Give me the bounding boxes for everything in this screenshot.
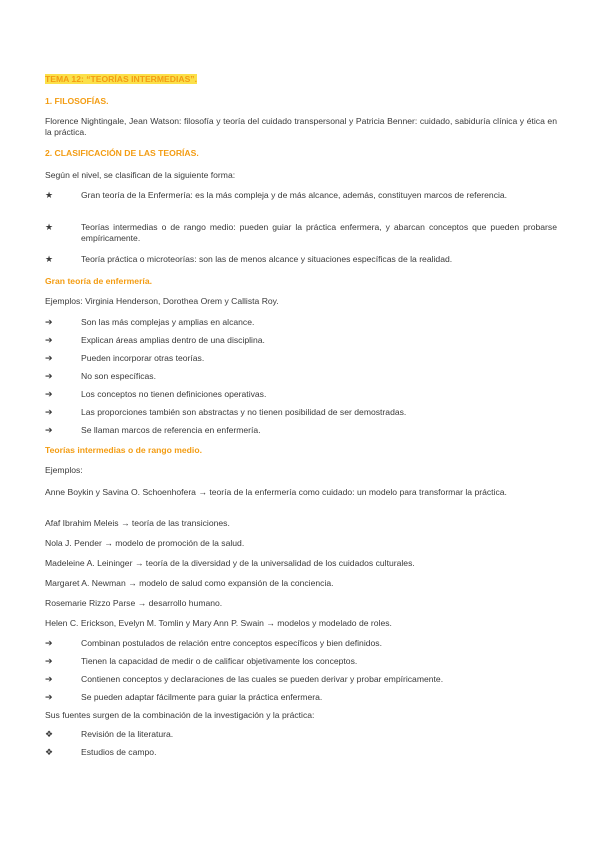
example-entry: Anne Boykin y Savina O. Schoenhofera → teoría de la enfermería como cuidado: un modelo para transformar la práctica. [45,487,507,497]
intermedias-item [45,638,557,649]
arrow-icon: ➔ [45,692,53,702]
gran-teoria-item [45,389,557,400]
gran-teoria-item [45,371,557,382]
source-item [45,729,557,740]
arrow-icon: ➔ [45,389,53,399]
intermedias-heading: Teorías intermedias o de rango medio. [45,445,202,455]
example-entry: Margaret A. Newman → modelo de salud como expansión de la conciencia. [45,578,334,588]
gran-teoria-item [45,407,557,418]
gran-teoria-item [45,335,557,346]
gran-teoria-item-text: Explican áreas amplias dentro de una disciplina. [81,335,265,345]
arrow-icon: ➔ [45,656,53,666]
gran-teoria-item [45,353,557,364]
section1-text: Florence Nightingale, Jean Watson: filosofía y teoría del cuidado transpersonal y Patricia Benner: cuidado, sabiduría clínica y ética en la práctica. [45,116,557,137]
intermedias-item [45,674,557,685]
arrow-icon: ➔ [45,638,53,648]
sources-intro: Sus fuentes surgen de la combinación de la investigación y la práctica: [45,710,315,720]
section2-heading: 2. CLASIFICACIÓN DE LAS TEORÍAS. [45,148,199,158]
intermedias-item [45,692,557,703]
section1-heading: 1. FILOSOFÍAS. [45,96,109,106]
gran-teoria-item-text: Los conceptos no tienen definiciones operativas. [81,389,267,399]
arrow-icon: ➔ [45,317,53,327]
arrow-icon: ➔ [45,335,53,345]
arrow-icon: ➔ [45,371,53,381]
gran-teoria-heading: Gran teoría de enfermería. [45,276,152,286]
intermedias-item-text: Se pueden adaptar fácilmente para guiar la práctica enfermera. [81,692,323,702]
arrow-icon: ➔ [45,674,53,684]
star-icon: ★ [45,190,54,200]
arrow-icon: ➔ [45,407,53,417]
example-entry: Madeleine A. Leininger → teoría de la diversidad y de la universalidad de los cuidados culturales. [45,558,415,568]
diamond-icon: ❖ [45,729,54,739]
gran-teoria-item-text: Se llaman marcos de referencia en enfermería. [81,425,261,435]
classification-item-text: Teoría práctica o microteorías: son las de menos alcance y situaciones específicas de la realidad. [81,254,453,264]
diamond-icon: ❖ [45,747,54,757]
gran-teoria-item [45,317,557,328]
intermedias-examples-label: Ejemplos: [45,465,83,475]
gran-teoria-item [45,425,557,436]
star-icon: ★ [45,254,54,264]
example-entry: Nola J. Pender → modelo de promoción de la salud. [45,538,245,548]
intermedias-item-text: Tienen la capacidad de medir o de calificar objetivamente los conceptos. [81,656,358,666]
classification-item [45,254,557,265]
classification-item-text: Gran teoría de la Enfermería: es la más compleja y de más alcance, además, constituyen marcos de referencia. [81,190,508,200]
classification-item-text: Teorías intermedias o de rango medio: pueden guiar la práctica enfermera, y abarcan conceptos que pueden probarse empíricamente. [81,222,557,243]
intermedias-item [45,656,557,667]
intermedias-item-text: Contienen conceptos y declaraciones de las cuales se pueden derivar y probar empíricamente. [81,674,444,684]
gran-teoria-examples: Ejemplos: Virginia Henderson, Dorothea Orem y Callista Roy. [45,296,279,306]
gran-teoria-item-text: No son específicas. [81,371,156,381]
classification-item [45,190,557,201]
source-item-text: Estudios de campo. [81,747,157,757]
gran-teoria-item-text: Las proporciones también son abstractas y no tienen posibilidad de ser demostradas. [81,407,407,417]
star-icon: ★ [45,222,54,232]
gran-teoria-item-text: Pueden incorporar otras teorías. [81,353,205,363]
classification-item [45,222,557,244]
example-entry: Afaf Ibrahim Meleis → teoría de las transiciones. [45,518,230,528]
source-item-text: Revisión de la literatura. [81,729,174,739]
intermedias-item-text: Combinan postulados de relación entre conceptos específicos y bien definidos. [81,638,382,648]
arrow-icon: ➔ [45,353,53,363]
gran-teoria-item-text: Son las más complejas y amplias en alcance. [81,317,255,327]
section2-intro: Según el nivel, se clasifican de la siguiente forma: [45,170,236,180]
example-entry: Rosemarie Rizzo Parse → desarrollo humano. [45,598,223,608]
document-title [45,74,557,85]
example-entry: Helen C. Erickson, Evelyn M. Tomlin y Mary Ann P. Swain → modelos y modelado de roles. [45,618,392,628]
arrow-icon: ➔ [45,425,53,435]
title-text: TEMA 12: “TEORÍAS INTERMEDIAS”. [45,74,197,84]
source-item [45,747,557,758]
